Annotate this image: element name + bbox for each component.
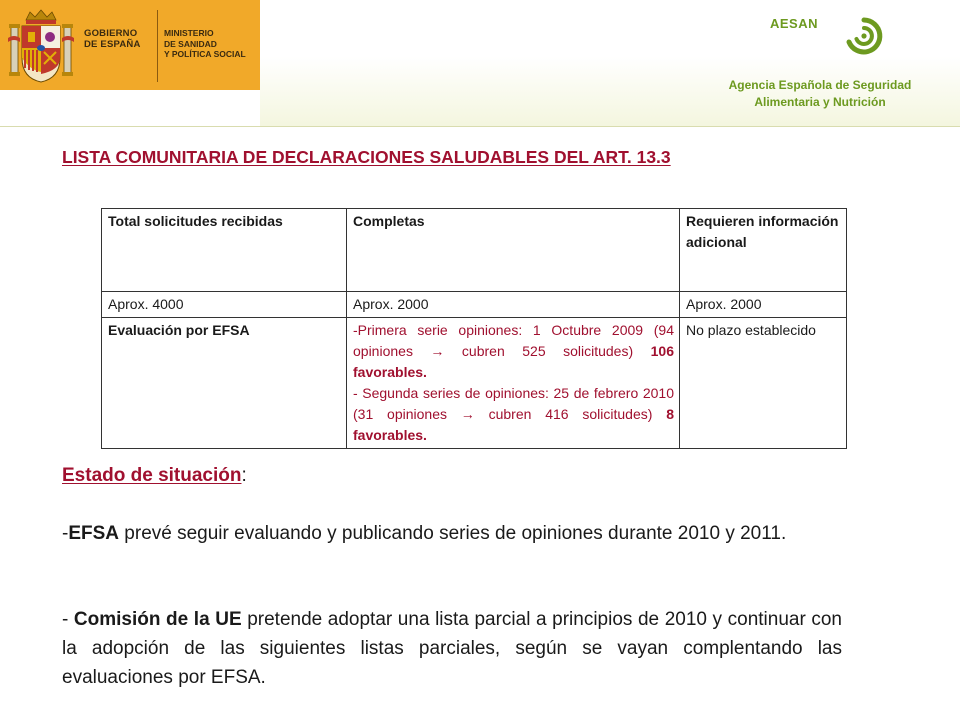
series-1 [353,320,674,383]
table-row [102,292,847,318]
agency-name [688,77,952,111]
gov-line-2: DE ESPAÑA [84,39,141,50]
agency-line-1: Agencia Española de Seguridad [728,78,912,92]
ministry-label [164,28,258,60]
series-1-text: -Primera serie opiniones: 1 Octubre 2009 (94 opiniones → cubren 525 solicitudes) [353,322,674,359]
government-banner [0,0,260,90]
efsa-paragraph [62,519,842,548]
series-2-favorables: 8 favorables. [353,406,675,443]
gov-line-1: GOBIERNO [84,28,138,39]
ministry-line-2: DE SANIDAD [164,38,217,49]
cell-efsa-evaluation-label: Evaluación por EFSA [102,318,347,449]
aesan-label: AESAN [770,16,819,31]
p1-text: prevé seguir evaluando y publicando series de opiniones durante 2010 y 2011. [119,523,787,544]
status-heading-label: Estado de situación [62,465,242,486]
series-2-text: - Segunda series de opiniones: 25 de febrero 2010 (31 opiniones → cubren 416 solicitudes) [353,385,674,422]
cell-total-requests: Aprox. 4000 [102,292,347,318]
ministry-line-3: Y POLÍTICA SOCIAL [164,49,246,59]
series-2 [353,383,674,446]
header-divider [0,126,960,127]
cell-no-deadline: No plazo establecido [680,318,847,449]
ministry-line-1: MINISTERIO [164,28,214,38]
aesan-logo-icon [842,14,886,58]
banner-divider [157,10,158,82]
p2-text: pretende adoptar una lista parcial a principios de 2010 y continuar con la adopción de las siguientes listas parciales, según se vayan complentando las evaluaciones por EFSA. [62,609,842,688]
header-complete: Completas [347,209,680,292]
page-title: LISTA COMUNITARIA DE DECLARACIONES SALUDABLES DEL ART. 13.3 [62,147,671,167]
p2-bold: Comisión de la UE [73,609,242,630]
cell-complete: Aprox. 2000 [347,292,680,318]
status-colon: : [241,465,247,486]
p1-lead: - [62,523,69,544]
table-row [102,318,847,449]
status-heading [62,465,247,487]
coat-of-arms-icon [8,8,74,84]
cell-require-info: Aprox. 2000 [680,292,847,318]
p1-bold: EFSA [68,523,120,544]
cell-efsa-series [347,318,680,449]
commission-paragraph [62,605,842,692]
header-require-info: Requieren información adicional [680,209,847,292]
government-of-spain-label [84,28,152,50]
table-header-row [102,209,847,292]
header-total-requests: Total solicitudes recibidas [102,209,347,292]
series-1-favorables: 106 favorables. [353,343,674,380]
claims-table [101,208,847,449]
agency-line-2: Alimentaria y Nutrición [754,95,886,109]
p2-lead: - [62,609,74,630]
